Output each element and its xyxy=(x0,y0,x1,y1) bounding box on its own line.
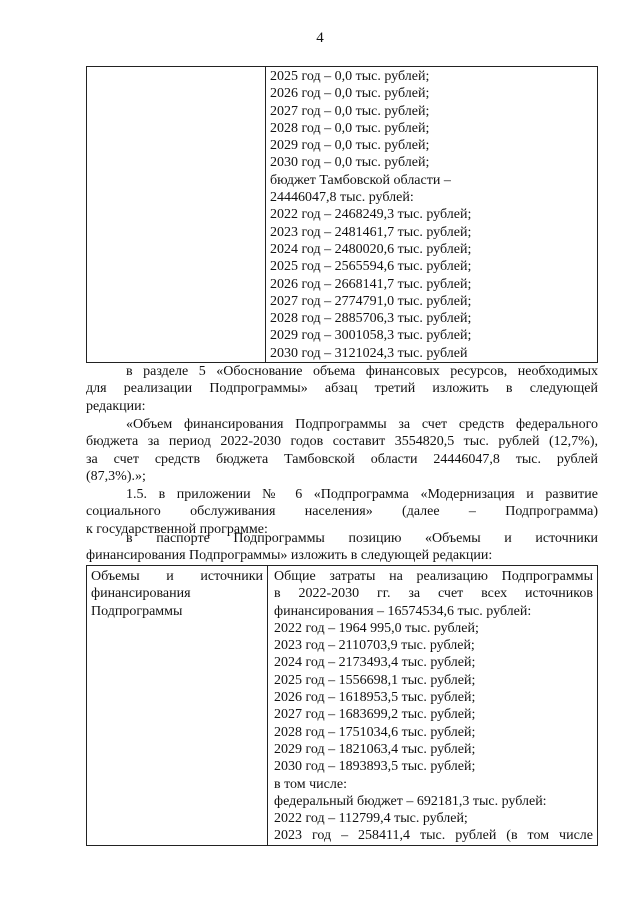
table-line: 2024 год – 2173493,4 тыс. рублей; xyxy=(274,655,476,671)
paragraph-line: «Объем финансирования Подпрограммы за счет средств федерального xyxy=(126,417,598,432)
table-line: 2027 год – 2774791,0 тыс. рублей; xyxy=(270,293,472,309)
table-line: 2030 год – 3121024,3 тыс. рублей xyxy=(270,345,468,361)
table-line: 24446047,8 тыс. рублей: xyxy=(270,190,414,206)
table-line: 2026 год – 2668141,7 тыс. рублей; xyxy=(270,276,472,292)
table-line: 2022 год – 1964 995,0 тыс. рублей; xyxy=(274,620,479,636)
paragraph-line: финансирования Подпрограммы» изложить в следующей редакции: xyxy=(86,548,493,564)
page-number: 4 xyxy=(316,30,324,46)
table-line: 2028 год – 2885706,3 тыс. рублей; xyxy=(270,311,472,327)
paragraph-line: в разделе 5 «Обоснование объема финансовых ресурсов, необходимых xyxy=(126,364,598,379)
table-line: 2023 год – 2110703,9 тыс. рублей; xyxy=(274,638,475,654)
table-line: 2022 год – 112799,4 тыс. рублей; xyxy=(274,811,468,827)
table-line: бюджет Тамбовской области – xyxy=(270,172,451,188)
paragraph-line: редакции: xyxy=(86,398,146,414)
table-line: Общие затраты на реализацию Подпрограммы xyxy=(274,569,593,584)
table-line: 2023 год – 258411,4 тыс. рублей (в том числе xyxy=(274,828,593,844)
table-left-label: Подпрограммы xyxy=(91,603,183,619)
table-line: 2024 год – 2480020,6 тыс. рублей; xyxy=(270,241,472,257)
table-line: 2028 год – 0,0 тыс. рублей; xyxy=(270,120,430,136)
table-line: 2027 год – 1683699,2 тыс. рублей; xyxy=(274,707,476,723)
table-line: 2025 год – 0,0 тыс. рублей; xyxy=(270,69,430,84)
paragraph-line: для реализации Подпрограммы» абзац третий изложить в следующей xyxy=(86,381,598,397)
funding-table-continued xyxy=(86,66,598,363)
paragraph-line: социального обслуживания населения» (далее – Подпрограмма) xyxy=(86,504,598,520)
table-line: 2025 год – 2565594,6 тыс. рублей; xyxy=(270,259,472,275)
paragraph-line: к государственной программе: xyxy=(86,521,268,537)
funding-table-subprogram xyxy=(86,565,598,846)
table-right-cell xyxy=(266,67,598,363)
paragraph-quote xyxy=(86,416,598,485)
table-line: 2028 год – 1751034,6 тыс. рублей; xyxy=(274,724,476,740)
table-line: федеральный бюджет – 692181,3 тыс. рублей: xyxy=(274,793,547,809)
table-line: 2029 год – 3001058,3 тыс. рублей; xyxy=(270,328,472,344)
table-line: 2029 год – 0,0 тыс. рублей; xyxy=(270,138,430,154)
table-line: 2027 год – 0,0 тыс. рублей; xyxy=(270,103,430,119)
paragraph-line: за счет средств бюджета Тамбовской области 24446047,8 тыс. рублей xyxy=(86,451,598,467)
table-line: финансирования – 16574534,6 тыс. рублей: xyxy=(274,603,532,619)
table-line: 2026 год – 1618953,5 тыс. рублей; xyxy=(274,690,476,706)
table-line: 2030 год – 1893893,5 тыс. рублей; xyxy=(274,759,476,775)
table-line: 2026 год – 0,0 тыс. рублей; xyxy=(270,86,430,102)
table-line: 2025 год – 1556698,1 тыс. рублей; xyxy=(274,672,476,688)
table-left-cell-empty xyxy=(87,67,266,363)
paragraph-line: бюджета за период 2022-2030 годов составит 3554820,5 тыс. рублей (12,7%), xyxy=(86,434,598,450)
table-left-cell xyxy=(87,566,268,846)
paragraph-line: 1.5. в приложении № 6 «Подпрограмма «Модернизация и развитие xyxy=(126,487,598,502)
table-line: 2023 год – 2481461,7 тыс. рублей; xyxy=(270,224,472,240)
table-left-label: Объемы и источники xyxy=(91,569,263,584)
table-line: в том числе: xyxy=(274,776,347,792)
table-line: в 2022-2030 гг. за счет всех источников xyxy=(274,586,593,602)
table-left-label: финансирования xyxy=(91,586,191,602)
paragraph-line: в паспорте Подпрограммы позицию «Объемы и источники xyxy=(126,531,598,546)
table-line: 2030 год – 0,0 тыс. рублей; xyxy=(270,155,430,171)
table-line: 2022 год – 2468249,3 тыс. рублей; xyxy=(270,207,472,223)
paragraph-passport xyxy=(86,530,598,565)
table-line: 2029 год – 1821063,4 тыс. рублей; xyxy=(274,741,476,757)
paragraph-section5 xyxy=(86,363,598,415)
table-right-cell xyxy=(268,566,598,846)
paragraph-line: (87,3%).»; xyxy=(86,468,146,484)
